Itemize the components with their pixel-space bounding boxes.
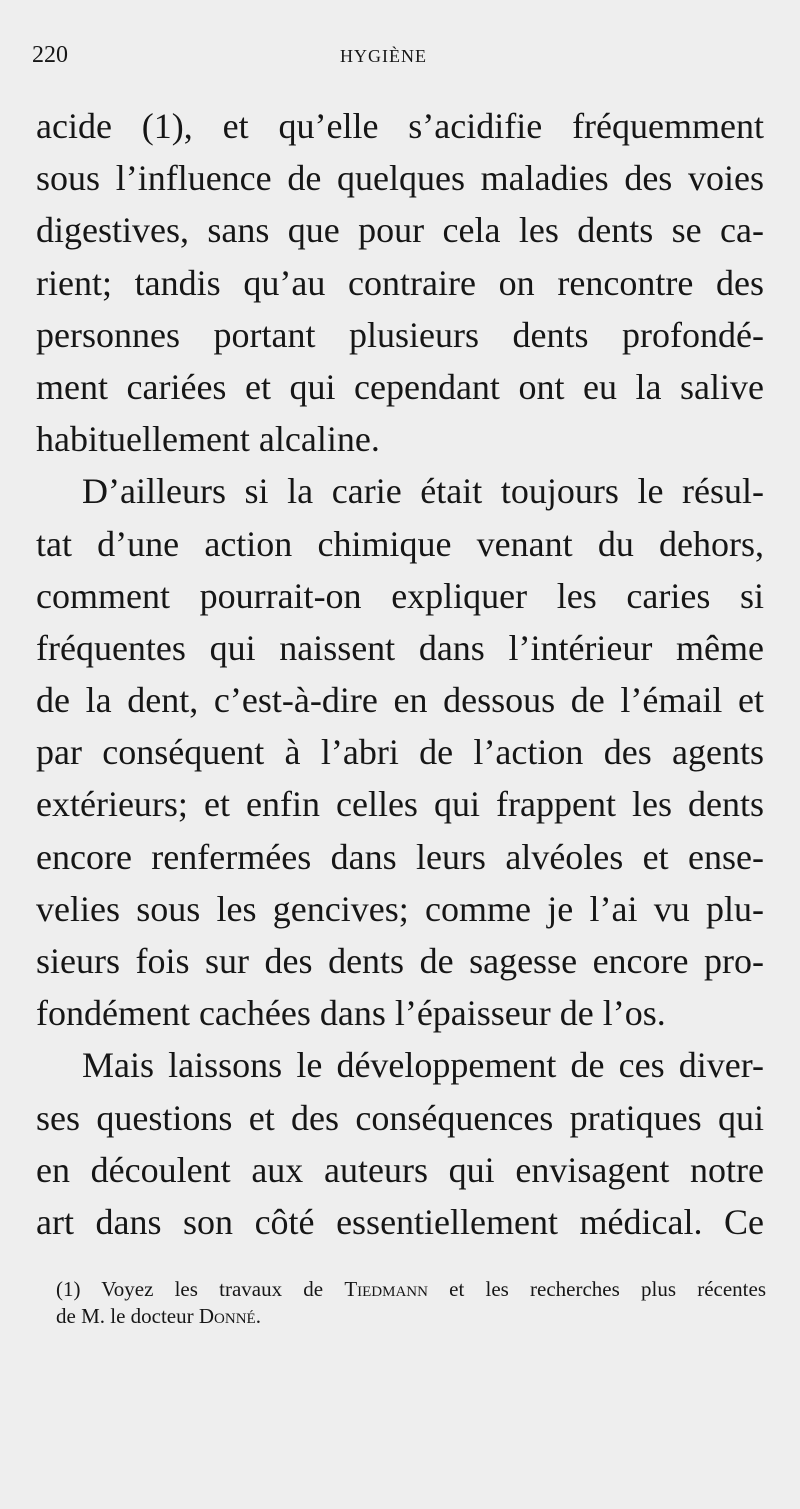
footnote-text: et les recherches plus récentes	[427, 1277, 766, 1301]
text-line: de la dent, c’est-à-dire en dessous de l’émail et	[36, 680, 764, 721]
text-line: sieurs fois sur des dents de sagesse encore pro-	[36, 941, 764, 981]
text-line: D’ailleurs si la carie était toujours le résul-	[82, 471, 764, 512]
text-line: fréquentes qui naissent dans l’intérieur même	[36, 627, 764, 668]
text-line: personnes portant plusieurs dents profondé-	[36, 314, 764, 355]
footnote-text: (1) Voyez les travaux de	[56, 1277, 345, 1301]
text-line: tat d’une action chimique venant du dehors,	[36, 523, 764, 564]
footnote-text: .	[255, 1304, 261, 1328]
footnote-line	[56, 1276, 766, 1303]
text-line: habituellement alcaline.	[36, 419, 380, 460]
text-line: sous l’influence de quelques maladies des voies	[36, 158, 764, 199]
footnote-author: Tiedmann	[344, 1277, 428, 1301]
text-line: rient; tandis qu’au contraire on rencontre des	[36, 262, 764, 303]
text-line: par conséquent à l’abri de l’action des agents	[36, 732, 764, 773]
text-line: comment pourrait-on expliquer les caries si	[36, 575, 764, 616]
page-header	[32, 42, 592, 76]
footnote-author: Donné	[198, 1304, 256, 1328]
text-line: ses questions et des conséquences pratiques qui	[36, 1097, 764, 1138]
text-line: encore renfermées dans leurs alvéoles et ense-	[36, 836, 764, 877]
text-line: velies sous les gencives; comme je l’ai vu plu-	[36, 888, 764, 929]
text-line: art dans son côté essentiellement médical. Ce	[36, 1201, 764, 1242]
footnote-text: de M. le docteur	[56, 1304, 199, 1328]
body-text	[36, 100, 764, 1248]
footnote	[56, 1276, 766, 1330]
text-line: extérieurs; et enfin celles qui frappent les dents	[36, 784, 764, 825]
text-line: en découlent aux auteurs qui envisagent notre	[36, 1149, 764, 1190]
page-number: 220	[32, 42, 68, 68]
running-title: HYGIÈNE	[340, 46, 427, 66]
text-line: digestives, sans que pour cela les dents se ca-	[36, 210, 764, 251]
text-line: ment cariées et qui cependant ont eu la salive	[36, 366, 764, 407]
text-line: fondément cachées dans l’épaisseur de l’os.	[36, 993, 666, 1034]
footnote-line	[56, 1303, 766, 1330]
text-line: acide (1), et qu’elle s’acidifie fréquemment	[36, 106, 764, 146]
text-line: Mais laissons le développement de ces diver-	[82, 1045, 764, 1086]
